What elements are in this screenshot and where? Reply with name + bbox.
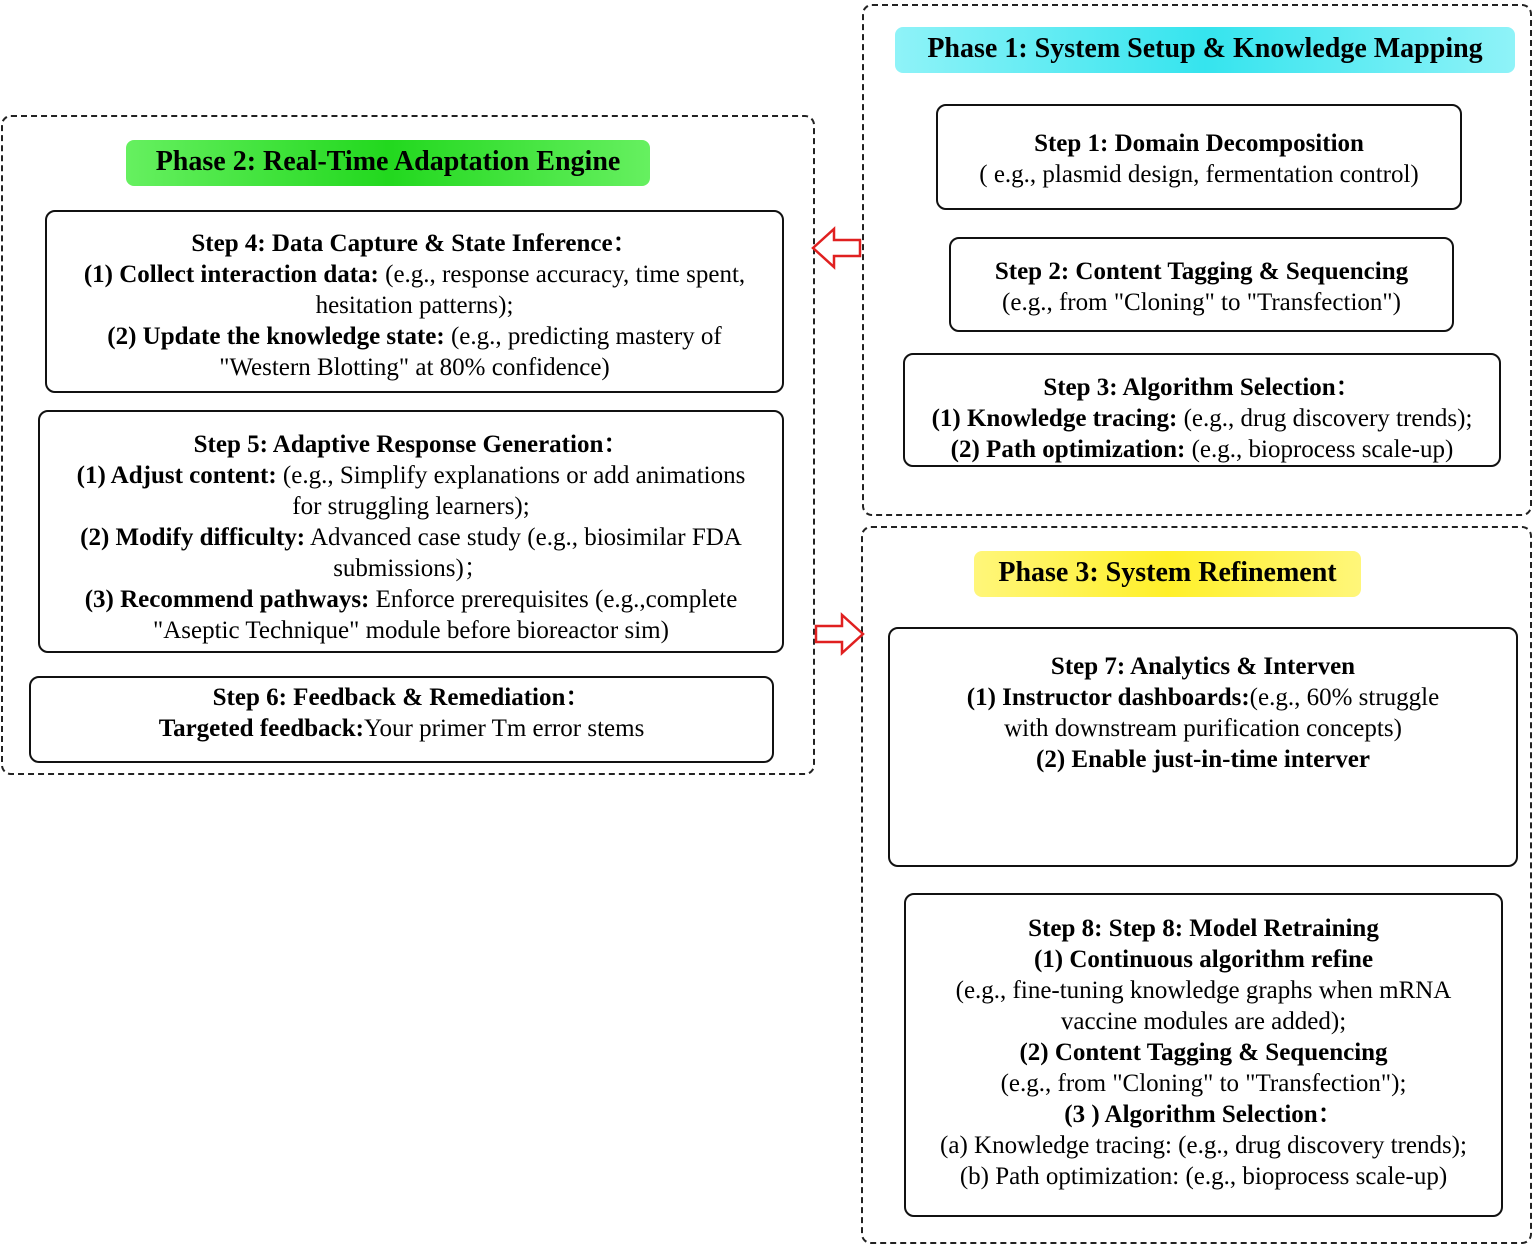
step7-line3: (2) Enable just-in-time interver <box>1036 746 1370 773</box>
step7-line2: with downstream purification concepts) <box>1004 715 1402 742</box>
step1-box <box>936 104 1462 210</box>
step4-box <box>45 210 784 393</box>
step6-title: Step 6: Feedback & Remediation： <box>212 684 591 711</box>
step2-box <box>949 237 1454 332</box>
arrow-left-icon <box>810 225 864 271</box>
phase2-title: Phase 2: Real-Time Adaptation Engine <box>126 140 650 186</box>
step2-text: (e.g., from "Cloning" to "Transfection") <box>1002 289 1401 316</box>
step7-box <box>888 627 1518 867</box>
phase3-title: Phase 3: System Refinement <box>974 551 1361 597</box>
step8-title: Step 8: Step 8: Model Retraining <box>1028 915 1379 942</box>
step8-line6: (3 ) Algorithm Selection： <box>1064 1101 1343 1128</box>
step3-box <box>903 353 1501 467</box>
step8-line4: (2) Content Tagging & Sequencing <box>1019 1039 1388 1066</box>
step6-line1: Targeted feedback:Your primer Tm error stems <box>158 715 645 742</box>
step4-line2: hesitation patterns); <box>315 292 514 319</box>
step5-line5: (3) Recommend pathways: Enforce prerequisites (e.g.,complete <box>84 586 738 613</box>
step1-text: ( e.g., plasmid design, fermentation control) <box>979 161 1419 188</box>
step8-line5: (e.g., from "Cloning" to "Transfection"); <box>1000 1070 1407 1097</box>
phase1-title: Phase 1: System Setup & Knowledge Mapping <box>895 27 1515 73</box>
step8-line8: (b) Path optimization: (e.g., bioprocess scale-up) <box>959 1163 1448 1190</box>
step8-line3: vaccine modules are added); <box>1060 1008 1347 1035</box>
step8-box <box>904 893 1503 1217</box>
step2-title: Step 2: Content Tagging & Sequencing <box>994 258 1409 285</box>
step5-line3: (2) Modify difficulty: Advanced case study (e.g., biosimilar FDA <box>80 524 742 551</box>
step4-title: Step 4: Data Capture & State Inference： <box>191 230 638 257</box>
step8-line7: (a) Knowledge tracing: (e.g., drug discovery trends); <box>940 1132 1467 1159</box>
step4-line1: (1) Collect interaction data: (e.g., response accuracy, time spent, <box>83 261 746 288</box>
step5-line4: submissions)； <box>333 555 489 582</box>
step3-title: Step 3: Algorithm Selection： <box>1043 374 1361 401</box>
step5-box <box>38 410 784 653</box>
step7-line1: (1) Instructor dashboards:(e.g., 60% struggle <box>966 684 1440 711</box>
step4-line3: (2) Update the knowledge state: (e.g., predicting mastery of <box>107 323 722 350</box>
step6-box <box>29 676 774 763</box>
step5-line6: "Aseptic Technique" module before bioreactor sim) <box>153 617 669 644</box>
step3-line1: (1) Knowledge tracing: (e.g., drug discovery trends); <box>931 405 1473 432</box>
step8-line2: (e.g., fine-tuning knowledge graphs when mRNA <box>955 977 1452 1004</box>
arrow-right-icon <box>812 611 866 657</box>
step8-line1: (1) Continuous algorithm refine <box>1033 946 1374 973</box>
step5-line2: for struggling learners); <box>292 493 530 520</box>
step7-title: Step 7: Analytics & Interven <box>1050 653 1356 680</box>
step1-title: Step 1: Domain Decomposition <box>1034 130 1364 157</box>
step5-title: Step 5: Adaptive Response Generation： <box>193 431 629 458</box>
step4-line4: "Western Blotting" at 80% confidence) <box>219 354 610 381</box>
step5-line1: (1) Adjust content: (e.g., Simplify explanations or add animations <box>76 462 746 489</box>
step3-line2: (2) Path optimization: (e.g., bioprocess scale-up) <box>950 436 1454 463</box>
